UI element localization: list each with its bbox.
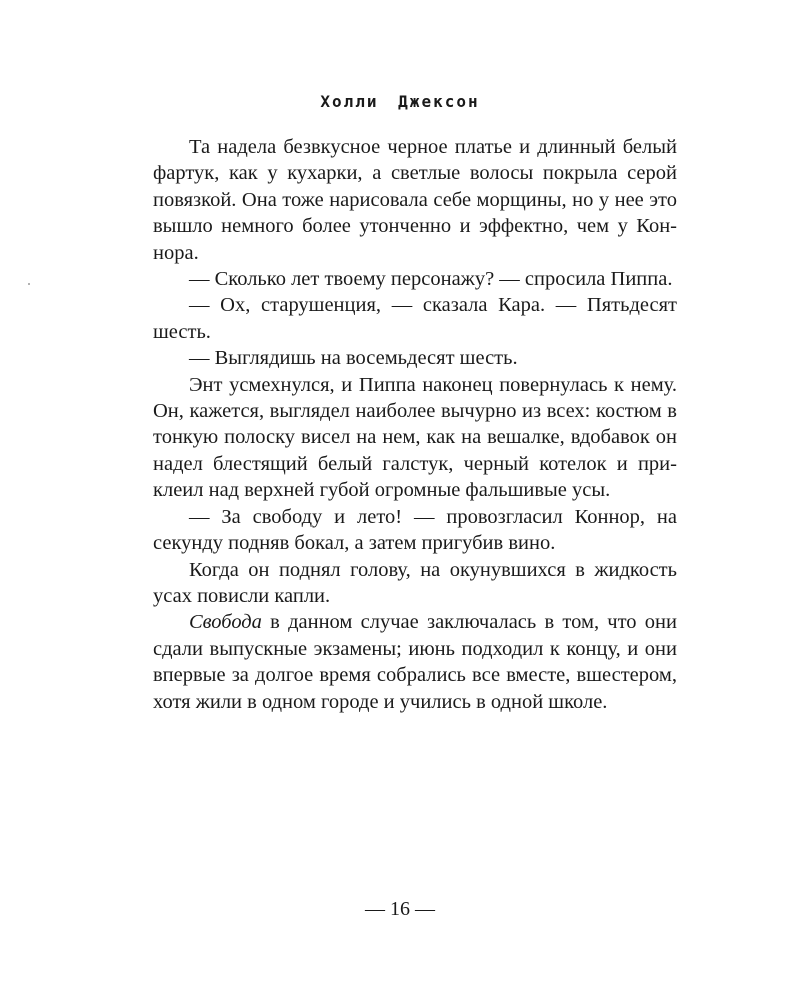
scan-speck	[28, 283, 30, 285]
paragraph: — Выглядишь на восемьдесят шесть.	[189, 347, 518, 370]
italic-emphasis: Свобода	[189, 611, 262, 634]
paragraph: Когда он поднял голову, на окунувшихся в жидкость усах повисли капли.	[153, 558, 677, 607]
body-text	[153, 134, 677, 715]
running-head-author: Холли Джексон	[320, 92, 480, 111]
paragraph: Та надела безвкусное черное платье и длинный белый фартук, как у кухарки, а светлые волосы покрыла серой повязкой. Она тоже нарисовала себе морщины, но у нее это вышло немного более утонченно и эффектно, чем у Коннора.	[153, 136, 677, 264]
paragraph: Энт усмехнулся, и Пиппа наконец повернулась к нему. Он, кажется, выглядел наиболее вычурно из всех: костюм в тонкую полоску висел на нем, как на вешалке, вдобавок он надел блестящий белый галстук, черный котелок и приклеил над верхней губой огромные фальшивые усы.	[153, 373, 677, 502]
paragraph: — Сколько лет твоему персонажу? — спросила Пиппа.	[189, 268, 673, 291]
paragraph-continuation: в данном случае заключалась в том, что они сдали выпускные экзамены; июнь подходил к концу, и они впервые за долгое время собрались все вместе, вшестером, хотя жили в одном городе и учились в одной школе.	[153, 611, 677, 713]
paragraph-last	[153, 609, 677, 715]
paragraph: — Ох, старушенция, — сказала Кара. — Пятьдесят шесть.	[153, 294, 677, 343]
page-number: — 16 —	[365, 898, 435, 920]
paragraph: — За свободу и лето! — провозгласил Коннор, на секунду подняв бокал, а затем пригубив вино.	[153, 505, 677, 555]
